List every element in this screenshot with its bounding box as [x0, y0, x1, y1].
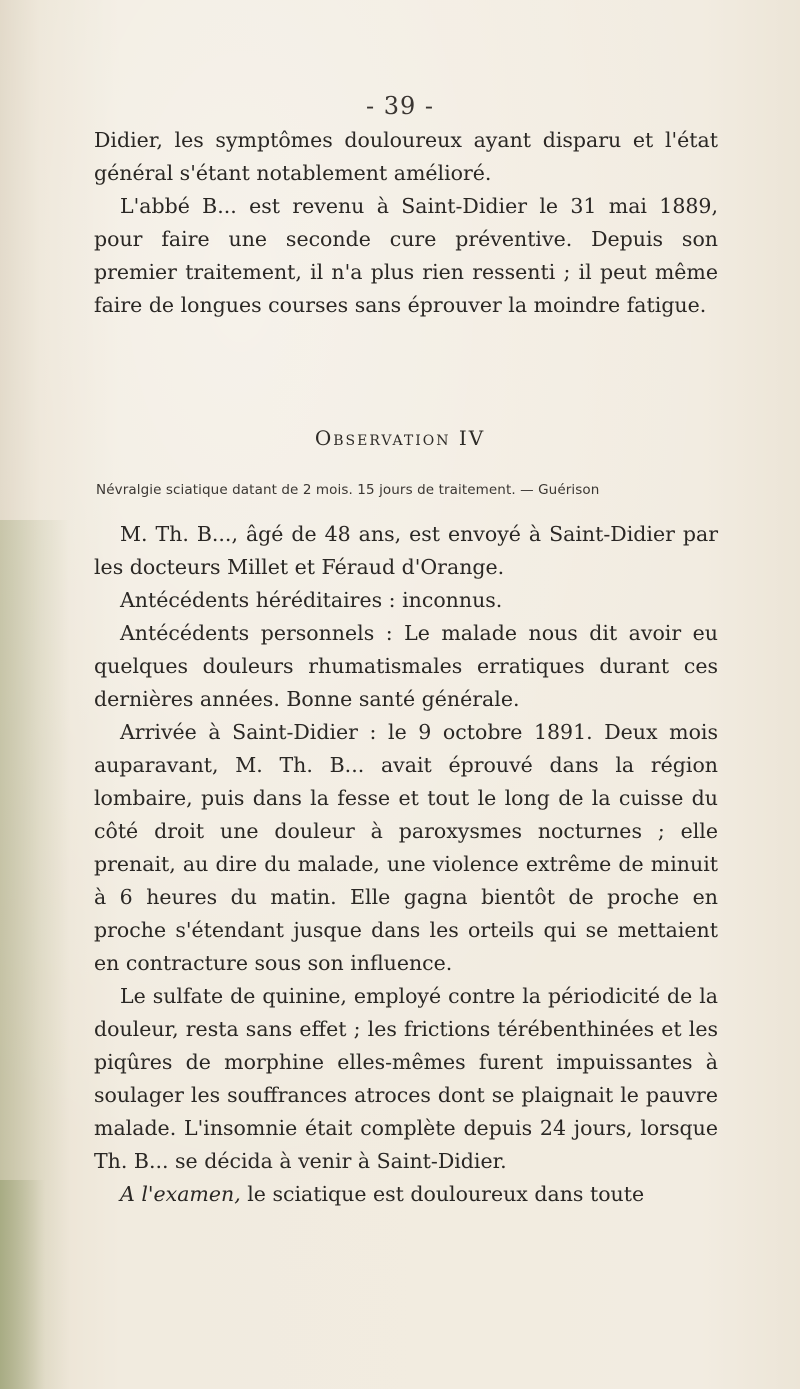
intro-text-block	[94, 124, 718, 322]
observation-paragraph-1: M. Th. B..., âgé de 48 ans, est envoyé à Saint-Didier par les docteurs Millet et Féraud d'Orange.	[94, 522, 718, 579]
intro-paragraph-1: Didier, les symptômes douloureux ayant disparu et l'état général s'étant notablement amélioré.	[94, 128, 718, 185]
observation-paragraph-5: Le sulfate de quinine, employé contre la périodicité de la douleur, resta sans effet ; les frictions térébenthinées et les piqûres de morphine elles-mêmes furent impuissantes à soulager les souffrances atroces dont se plaignait le pauvre malade. L'insomnie était complète depuis 24 jours, lorsque Th. B... se décida à venir à Saint-Didier.	[94, 984, 718, 1173]
observation-paragraph-6-italic: A l'examen,	[120, 1182, 241, 1206]
intro-paragraph-2: L'abbé B... est revenu à Saint-Didier le 31 mai 1889, pour faire une seconde cure préventive. Depuis son premier traitement, il n'a plus rien ressenti ; il peut même faire de longues courses sans éprouver la moindre fatigue.	[94, 194, 718, 317]
observation-text-block	[94, 518, 718, 1211]
observation-title: Observation IV	[314, 426, 486, 450]
observation-paragraph-3: Antécédents personnels : Le malade nous dit avoir eu quelques douleurs rhumatismales erratiques durant ces dernières années. Bonne santé générale.	[94, 621, 718, 711]
observation-paragraph-6-rest: le sciatique est douloureux dans toute	[240, 1182, 645, 1206]
page-number: - 39 -	[365, 92, 434, 120]
observation-paragraph-6	[94, 1178, 718, 1211]
observation-paragraph-2: Antécédents héréditaires : inconnus.	[120, 588, 503, 612]
observation-paragraph-4: Arrivée à Saint-Didier : le 9 octobre 1891. Deux mois auparavant, M. Th. B... avait éprouvé dans la région lombaire, puis dans la fesse et tout le long de la cuisse du côté droit une douleur à paroxysmes nocturnes ; elle prenait, au dire du malade, une violence extrême de minuit à 6 heures du matin. Elle gagna bientôt de proche en proche s'étendant jusque dans les orteils qui se mettaient en contracture sous son influence.	[94, 720, 718, 975]
observation-subtitle: Névralgie sciatique datant de 2 mois. 15 jours de traitement. — Guérison	[96, 482, 600, 498]
page-edge-stain-bottom	[0, 1180, 45, 1389]
